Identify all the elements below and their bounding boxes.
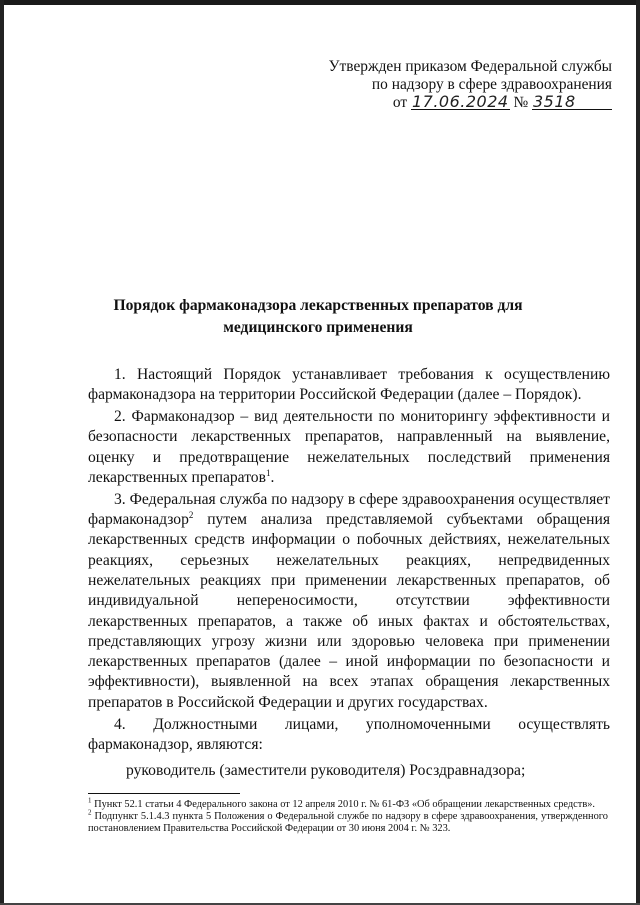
footnote-2-text: Подпункт 5.1.4.3 пункта 5 Положения о Федеральной службе по надзору в сфере здравоохранения, утвержденного постановлением Правительства Российской Федерации от 30 июня 2004 г. № 323.: [88, 811, 608, 835]
footnote-1: [88, 796, 608, 811]
paragraph-3-tail: путем анализа представляемой субъектами обращения лекарственных средств информации о побочных действиях, нежелательных реакциях, серьезных нежелательных реакциях, непредвиденных нежелательных реакциях при применении лекарственных препаратов, об индивидуальной непереносимости, отсутствии эффективности лекарственных препаратов, а также об иных фактах и обстоятельствах, представляющих угрозу жизни или здоровью человека при применении лекарственных препаратов (далее – иной информации по безопасности и эффективности), выявленной на всех этапах обращения лекарственных препаратов в Российской Федерации и других государствах.: [88, 511, 610, 711]
approval-line-1: Утвержден приказом Федеральной службы: [328, 58, 612, 75]
approval-line-3: [300, 94, 612, 112]
footnote-2-mark: 2: [88, 808, 92, 817]
paragraph-1: [88, 365, 610, 406]
footnote-1-text: Пункт 52.1 статьи 4 Федерального закона от 12 апреля 2010 г. № 61-ФЗ «Об обращении лекарственных средств».: [91, 799, 596, 810]
paragraph-3: [88, 490, 610, 713]
document-title: Порядок фармаконадзора лекарственных препаратов для медицинского применения: [113, 297, 523, 336]
approval-date: 17.06.2024: [411, 92, 509, 111]
approval-line-2: по надзору в сфере здравоохранения: [371, 76, 612, 93]
paragraph-4-text: 4. Должностными лицами, уполномоченными осуществлять фармаконадзор, являются:: [88, 715, 610, 753]
scan-border-right: [636, 0, 640, 905]
paragraph-2-text: 2. Фармаконадзор – вид деятельности по мониторингу эффективности и безопасности лекарственных препаратов, направленный на выявление, оценку и предотвращение нежелательных последствий применения лекарственных препаратов: [88, 408, 610, 486]
approval-number-prefix: №: [513, 94, 529, 111]
paragraph-2: [88, 407, 610, 488]
paragraph-1-text: 1. Настоящий Порядок устанавливает требования к осуществлению фармаконадзора на территории Российской Федерации (далее – Порядок).: [88, 366, 610, 404]
scan-border-left: [0, 0, 4, 905]
approval-number: 3518: [532, 94, 612, 110]
footnote-separator: [88, 793, 240, 794]
paragraph-2-tail: .: [270, 468, 275, 486]
paragraph-3-text: 3. Федеральная служба по надзору в сфере здравоохранения осуществляет фармаконадзор: [88, 490, 610, 529]
approval-block: [300, 58, 612, 112]
scan-border-top: [4, 0, 636, 5]
subitem-1: руководитель (заместители руководителя) Росздравнадзора;: [126, 762, 526, 780]
footnote-1-mark: 1: [88, 796, 92, 805]
document-body: [88, 365, 610, 783]
footnote-ref-2[interactable]: 2: [188, 509, 194, 520]
paragraph-4: [88, 715, 610, 756]
footnote-ref-1[interactable]: 1: [265, 467, 271, 478]
footnote-2: [88, 808, 608, 835]
footnotes: [88, 796, 608, 836]
approval-date-prefix: от: [392, 94, 408, 111]
